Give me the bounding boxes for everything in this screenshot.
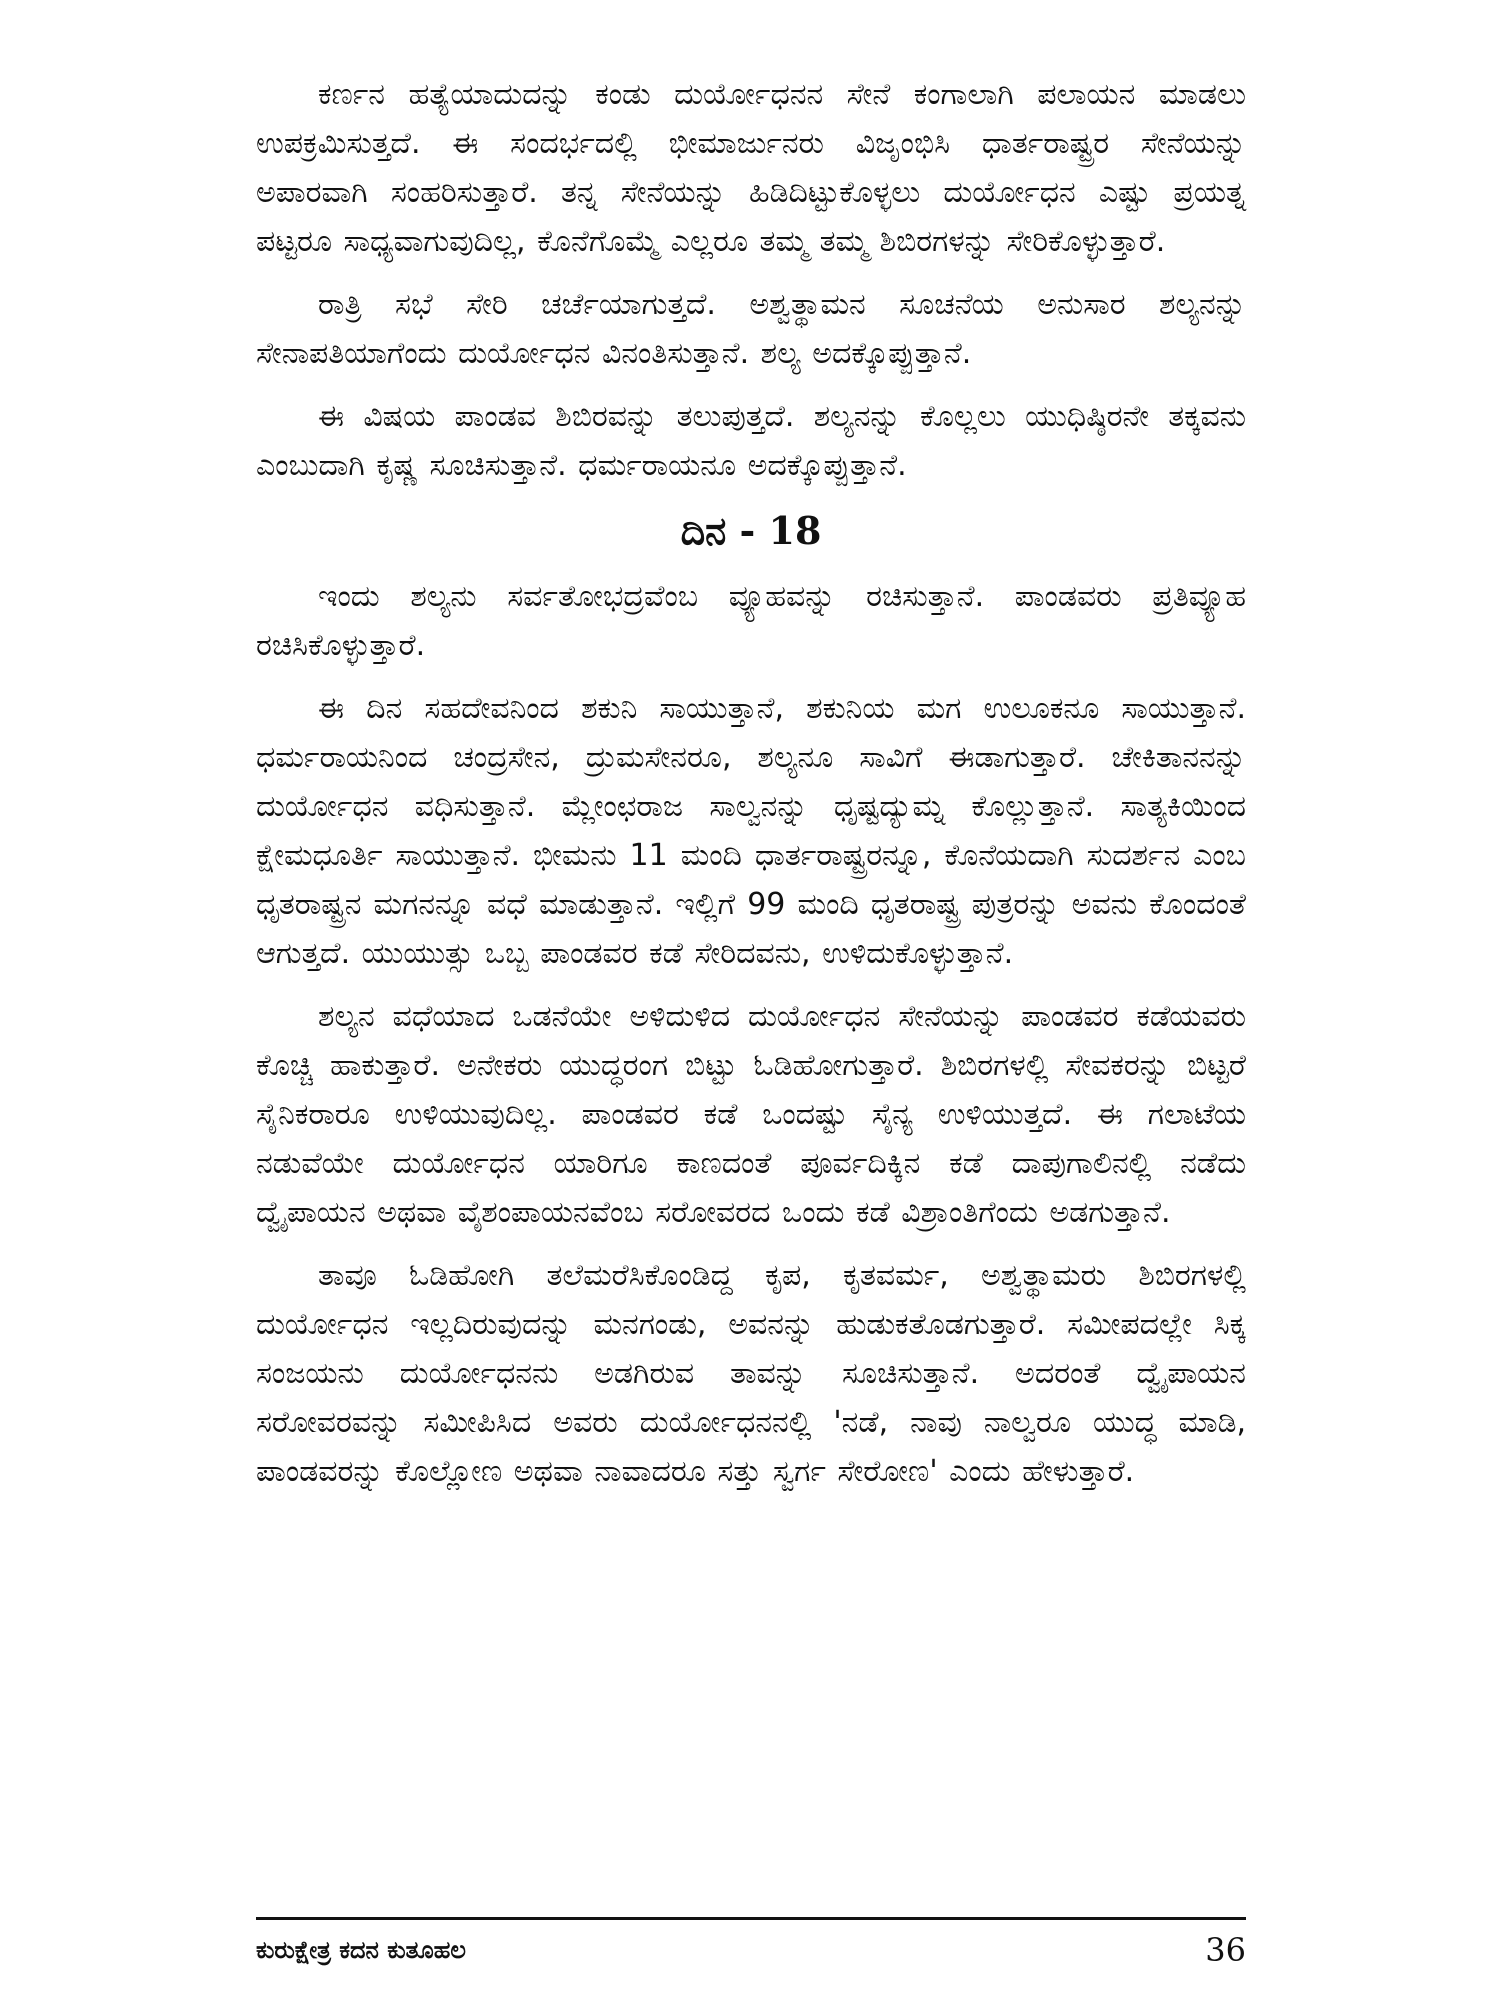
paragraph: ತಾವೂ ಓಡಿಹೋಗಿ ತಲೆಮರೆಸಿಕೊಂಡಿದ್ದ ಕೃಪ, ಕೃತವರ್ಮ, ಅಶ್ವತ್ಥಾಮರು ಶಿಬಿರಗಳಲ್ಲಿ ದುರ್ಯೋಧನ ಇಲ್ಲದಿರುವುದನ್ನು ಮನಗಂಡು, ಅವನನ್ನು ಹುಡುಕತೊಡಗುತ್ತಾರೆ. ಸಮೀಪದಲ್ಲೇ ಸಿಕ್ಕ ಸಂಜಯನು ದುರ್ಯೋಧನನು ಅಡಗಿರುವ ತಾವನ್ನು ಸೂಚಿಸುತ್ತಾನೆ. ಅದರಂತೆ ದ್ವೈಪಾಯನ ಸರೋವರವನ್ನು ಸಮೀಪಿಸಿದ ಅವರು ದುರ್ಯೋಧನನಲ್ಲಿ 'ನಡೆ, ನಾವು ನಾಲ್ವರೂ ಯುದ್ಧ ಮಾಡಿ, ಪಾಂಡವರನ್ನು ಕೊಲ್ಲೋಣ ಅಥವಾ ನಾವಾದರೂ ಸತ್ತು ಸ್ವರ್ಗ ಸೇರೋಣ' ಎಂದು ಹೇಳುತ್ತಾರೆ. bbox=[256, 1258, 1246, 1489]
section-heading: ದಿನ - 18 bbox=[680, 508, 822, 553]
paragraph: ರಾತ್ರಿ ಸಭೆ ಸೇರಿ ಚರ್ಚೆಯಾಗುತ್ತದೆ. ಅಶ್ವತ್ಥಾಮನ ಸೂಚನೆಯ ಅನುಸಾರ ಶಲ್ಯನನ್ನು ಸೇನಾಪತಿಯಾಗೆಂದು ದುರ್ಯೋಧನ ವಿನಂತಿಸುತ್ತಾನೆ. ಶಲ್ಯ ಅದಕ್ಕೊಪ್ಪುತ್ತಾನೆ. bbox=[256, 287, 1246, 371]
page-number: 36 bbox=[1205, 1931, 1246, 1969]
paragraph: ಇಂದು ಶಲ್ಯನು ಸರ್ವತೋಭದ್ರವೆಂಬ ವ್ಯೂಹವನ್ನು ರಚಿಸುತ್ತಾನೆ. ಪಾಂಡವರು ಪ್ರತಿವ್ಯೂಹ ರಚಿಸಿಕೊಳ್ಳುತ್ತಾರೆ. bbox=[256, 579, 1246, 663]
paragraph: ಕರ್ಣನ ಹತ್ಯೆಯಾದುದನ್ನು ಕಂಡು ದುರ್ಯೋಧನನ ಸೇನೆ ಕಂಗಾಲಾಗಿ ಪಲಾಯನ ಮಾಡಲು ಉಪಕ್ರಮಿಸುತ್ತದೆ. ಈ ಸಂದರ್ಭದಲ್ಲಿ ಭೀಮಾರ್ಜುನರು ವಿಜೃಂಭಿಸಿ ಧಾರ್ತರಾಷ್ಟ್ರರ ಸೇನೆಯನ್ನು ಅಪಾರವಾಗಿ ಸಂಹರಿಸುತ್ತಾರೆ. ತನ್ನ ಸೇನೆಯನ್ನು ಹಿಡಿದಿಟ್ಟುಕೊಳ್ಳಲು ದುರ್ಯೋಧನ ಎಷ್ಟು ಪ್ರಯತ್ನ ಪಟ್ಟರೂ ಸಾಧ್ಯವಾಗುವುದಿಲ್ಲ, ಕೊನೆಗೊಮ್ಮೆ ಎಲ್ಲರೂ ತಮ್ಮ ತಮ್ಮ ಶಿಬಿರಗಳನ್ನು ಸೇರಿಕೊಳ್ಳುತ್ತಾರೆ. bbox=[256, 77, 1246, 259]
page-footer bbox=[256, 1928, 1246, 1972]
paragraph: ಶಲ್ಯನ ವಧೆಯಾದ ಒಡನೆಯೇ ಅಳಿದುಳಿದ ದುರ್ಯೋಧನ ಸೇನೆಯನ್ನು ಪಾಂಡವರ ಕಡೆಯವರು ಕೊಚ್ಚಿ ಹಾಕುತ್ತಾರೆ. ಅನೇಕರು ಯುದ್ಧರಂಗ ಬಿಟ್ಟು ಓಡಿಹೋಗುತ್ತಾರೆ. ಶಿಬಿರಗಳಲ್ಲಿ ಸೇವಕರನ್ನು ಬಿಟ್ಟರೆ ಸೈನಿಕರಾರೂ ಉಳಿಯುವುದಿಲ್ಲ. ಪಾಂಡವರ ಕಡೆ ಒಂದಷ್ಟು ಸೈನ್ಯ ಉಳಿಯುತ್ತದೆ. ಈ ಗಲಾಟೆಯ ನಡುವೆಯೇ ದುರ್ಯೋಧನ ಯಾರಿಗೂ ಕಾಣದಂತೆ ಪೂರ್ವದಿಕ್ಕಿನ ಕಡೆ ದಾಪುಗಾಲಿನಲ್ಲಿ ನಡೆದು ದ್ವೈಪಾಯನ ಅಥವಾ ವೈಶಂಪಾಯನವೆಂಬ ಸರೋವರದ ಒಂದು ಕಡೆ ವಿಶ್ರಾಂತಿಗೆಂದು ಅಡಗುತ್ತಾನೆ. bbox=[256, 999, 1246, 1230]
paragraph: ಈ ವಿಷಯ ಪಾಂಡವ ಶಿಬಿರವನ್ನು ತಲುಪುತ್ತದೆ. ಶಲ್ಯನನ್ನು ಕೊಲ್ಲಲು ಯುಧಿಷ್ಠಿರನೇ ತಕ್ಕವನು ಎಂಬುದಾಗಿ ಕೃಷ್ಣ ಸೂಚಿಸುತ್ತಾನೆ. ಧರ್ಮರಾಯನೂ ಅದಕ್ಕೊಪ್ಪುತ್ತಾನೆ. bbox=[256, 399, 1246, 483]
footer-divider bbox=[256, 1917, 1246, 1920]
footer-book-title: ಕುರುಕ್ಷೇತ್ರ ಕದನ ಕುತೂಹಲ bbox=[256, 1936, 466, 1964]
page-body bbox=[256, 70, 1246, 1950]
paragraph: ಈ ದಿನ ಸಹದೇವನಿಂದ ಶಕುನಿ ಸಾಯುತ್ತಾನೆ, ಶಕುನಿಯ ಮಗ ಉಲೂಕನೂ ಸಾಯುತ್ತಾನೆ. ಧರ್ಮರಾಯನಿಂದ ಚಂದ್ರಸೇನ, ದ್ರುಮಸೇನರೂ, ಶಲ್ಯನೂ ಸಾವಿಗೆ ಈಡಾಗುತ್ತಾರೆ. ಚೇಕಿತಾನನನ್ನು ದುರ್ಯೋಧನ ವಧಿಸುತ್ತಾನೆ. ಮ್ಲೇಂಛರಾಜ ಸಾಲ್ವನನ್ನು ಧೃಷ್ಟದ್ಯುಮ್ನ ಕೊಲ್ಲುತ್ತಾನೆ. ಸಾತ್ಯಕಿಯಿಂದ ಕ್ಷೇಮಧೂರ್ತಿ ಸಾಯುತ್ತಾನೆ. ಭೀಮನು 11 ಮಂದಿ ಧಾರ್ತರಾಷ್ಟ್ರರನ್ನೂ, ಕೊನೆಯದಾಗಿ ಸುದರ್ಶನ ಎಂಬ ಧೃತರಾಷ್ಟ್ರನ ಮಗನನ್ನೂ ವಧೆ ಮಾಡುತ್ತಾನೆ. ಇಲ್ಲಿಗೆ 99 ಮಂದಿ ಧೃತರಾಷ್ಟ್ರ ಪುತ್ರರನ್ನು ಅವನು ಕೊಂದಂತೆ ಆಗುತ್ತದೆ. ಯುಯುತ್ಸು ಒಬ್ಬ ಪಾಂಡವರ ಕಡೆ ಸೇರಿದವನು, ಉಳಿದುಕೊಳ್ಳುತ್ತಾನೆ. bbox=[256, 691, 1246, 971]
